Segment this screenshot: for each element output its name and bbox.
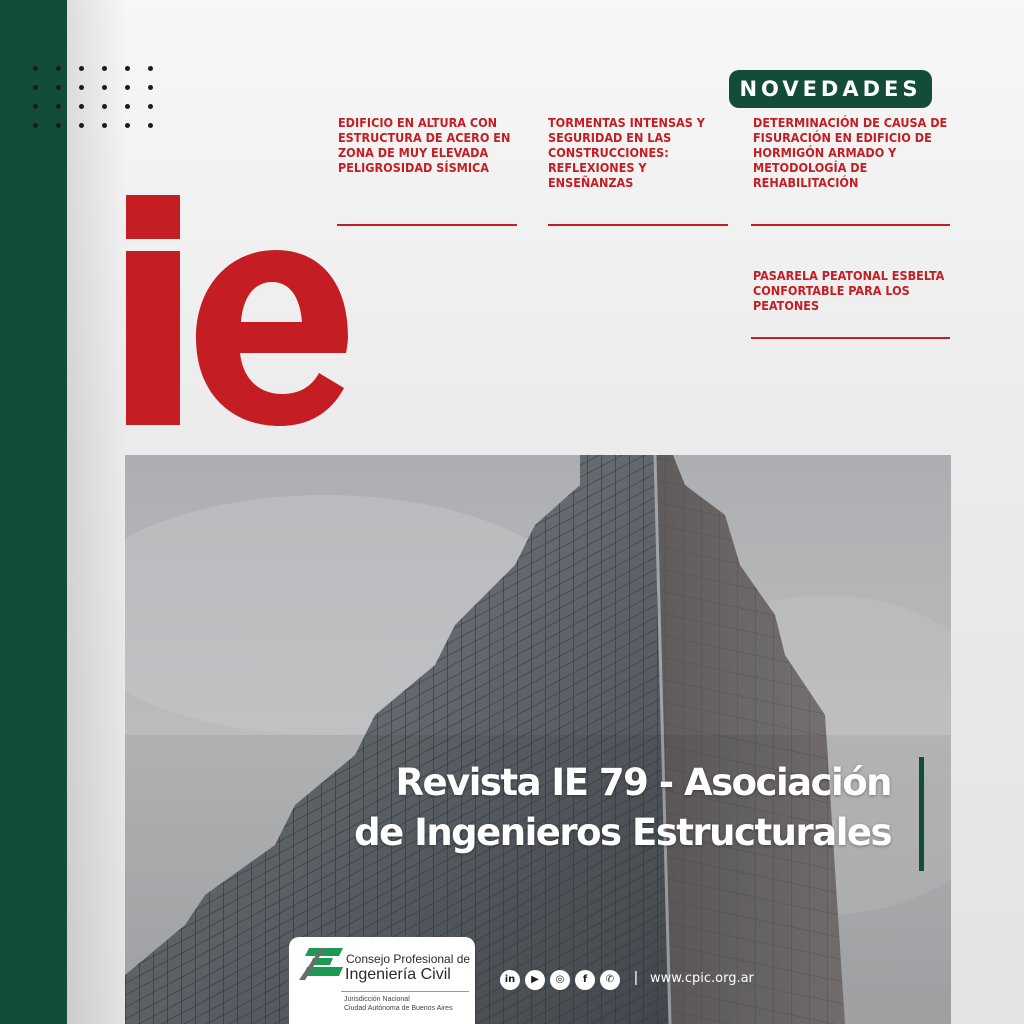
dot bbox=[125, 104, 130, 109]
dot bbox=[148, 66, 153, 71]
dot bbox=[56, 85, 61, 90]
title-line-1: Revista IE 79 - Asociación bbox=[395, 761, 891, 804]
headline-3[interactable]: DETERMINACIÓN DE CAUSA DE FISURACIÓN EN EDIFICIO DE HORMIGÓN ARMADO Y METODOLOGÍA DE REHABILITACIÓN bbox=[753, 115, 948, 190]
cpic-divider bbox=[341, 991, 469, 992]
dot bbox=[56, 66, 61, 71]
dot bbox=[125, 123, 130, 128]
youtube-icon[interactable]: ▶ bbox=[525, 970, 545, 990]
footer-separator: | bbox=[634, 969, 638, 986]
ie-logo bbox=[122, 190, 352, 430]
linkedin-icon[interactable]: in bbox=[500, 970, 520, 990]
headline-4[interactable]: PASARELA PEATONAL ESBELTA CONFORTABLE PARA LOS PEATONES bbox=[753, 268, 945, 313]
instagram-icon[interactable]: ◎ bbox=[550, 970, 570, 990]
novedades-badge: NOVEDADES bbox=[729, 70, 932, 108]
cpic-logo-icon bbox=[297, 946, 343, 982]
dot bbox=[102, 104, 107, 109]
left-shadow bbox=[67, 0, 127, 1024]
title-accent-bar bbox=[919, 757, 924, 871]
left-green-bar bbox=[0, 0, 67, 1024]
magazine-title bbox=[251, 758, 891, 858]
dot bbox=[148, 104, 153, 109]
headline-4-rule bbox=[751, 337, 950, 339]
whatsapp-icon[interactable]: ✆ bbox=[600, 970, 620, 990]
dot bbox=[148, 85, 153, 90]
dot bbox=[102, 66, 107, 71]
headline-1-rule bbox=[337, 224, 517, 226]
cpic-line-2: Ingeniería Civil bbox=[345, 966, 451, 983]
dot bbox=[102, 123, 107, 128]
dot bbox=[33, 123, 38, 128]
headline-2-rule bbox=[548, 224, 728, 226]
cpic-line-1: Consejo Profesional de bbox=[346, 952, 471, 966]
dot bbox=[102, 85, 107, 90]
dot bbox=[79, 66, 84, 71]
cpic-line-3: Jurisdicción Nacional bbox=[344, 996, 410, 1003]
dot bbox=[79, 123, 84, 128]
dot bbox=[33, 85, 38, 90]
title-line-2: de Ingenieros Estructurales bbox=[354, 811, 891, 854]
facebook-icon[interactable]: f bbox=[575, 970, 595, 990]
dot bbox=[125, 66, 130, 71]
headline-3-rule bbox=[751, 224, 950, 226]
cpic-logo-card[interactable] bbox=[289, 937, 475, 1024]
dot bbox=[79, 85, 84, 90]
dot bbox=[79, 104, 84, 109]
website-link[interactable]: www.cpic.org.ar bbox=[650, 971, 754, 986]
dot bbox=[33, 104, 38, 109]
skyscraper-photo bbox=[125, 455, 951, 1024]
dot-pattern bbox=[33, 66, 163, 136]
dot bbox=[56, 104, 61, 109]
headline-2[interactable]: TORMENTAS INTENSAS Y SEGURIDAD EN LAS CONSTRUCCIONES: REFLEXIONES Y ENSEÑANZAS bbox=[548, 115, 705, 190]
dot bbox=[56, 123, 61, 128]
dot bbox=[148, 123, 153, 128]
dot bbox=[125, 85, 130, 90]
headline-1[interactable]: EDIFICIO EN ALTURA CON ESTRUCTURA DE ACERO EN ZONA DE MUY ELEVADA PELIGROSIDAD SÍSMICA bbox=[338, 115, 511, 175]
cpic-line-4: Ciudad Autónoma de Buenos Aires bbox=[344, 1005, 453, 1012]
dot bbox=[33, 66, 38, 71]
